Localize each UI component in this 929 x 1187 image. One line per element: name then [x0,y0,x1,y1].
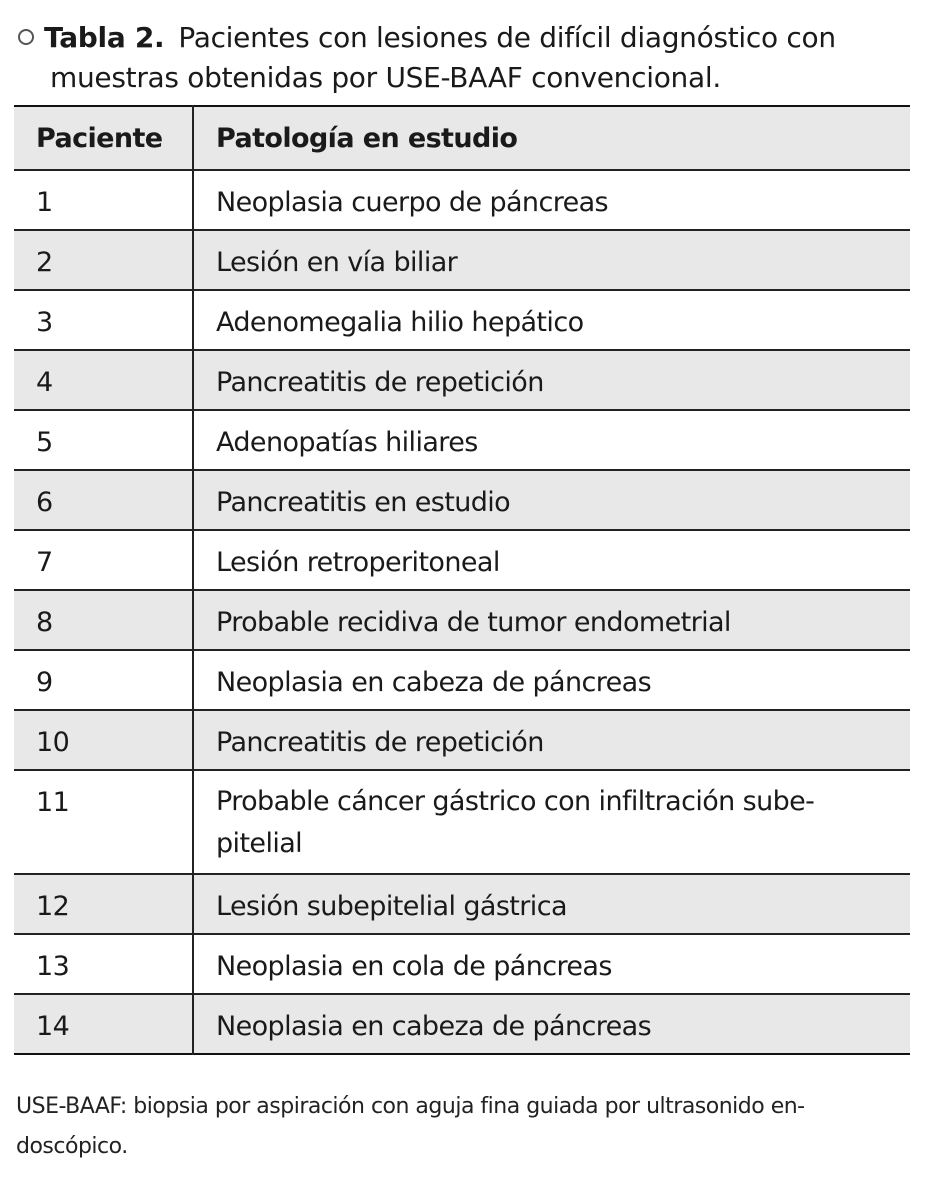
table-row [14,650,910,710]
cell-pathology: Lesión subepitelial gástrica [193,874,910,934]
table-row [14,770,910,874]
caption-label: Tabla 2. [44,21,165,54]
table-row [14,350,910,410]
patients-table-container [14,105,910,1055]
caption-text-line2: muestras obtenidas por USE-BAAF convencional. [50,61,721,94]
table-caption [18,18,913,98]
cell-patient-id: 12 [14,874,193,934]
cell-pathology: Neoplasia en cola de páncreas [193,934,910,994]
patients-table [14,105,910,1055]
cell-pathology: Lesión retroperitoneal [193,530,910,590]
cell-pathology: Probable recidiva de tumor endometrial [193,590,910,650]
cell-pathology: Neoplasia cuerpo de páncreas [193,170,910,230]
footnote-line1: USE-BAAF: biopsia por aspiración con aguja fina guiada por ultrasonido en- [16,1094,805,1119]
cell-patient-id: 14 [14,994,193,1054]
bullet-circle-icon [18,29,34,45]
table-row [14,470,910,530]
table-row [14,290,910,350]
cell-patient-id: 10 [14,710,193,770]
cell-patient-id: 3 [14,290,193,350]
cell-pathology: Pancreatitis de repetición [193,710,910,770]
header-paciente: Paciente [14,106,193,170]
cell-patient-id: 4 [14,350,193,410]
footnote-line2: doscópico. [16,1134,128,1159]
cell-patient-id: 5 [14,410,193,470]
table-row [14,934,910,994]
table-row [14,530,910,590]
cell-pathology: Lesión en vía biliar [193,230,910,290]
cell-pathology: Neoplasia en cabeza de páncreas [193,994,910,1054]
cell-patient-id: 11 [14,770,193,874]
table-row [14,230,910,290]
cell-patient-id: 13 [14,934,193,994]
cell-patient-id: 6 [14,470,193,530]
cell-pathology: Adenomegalia hilio hepático [193,290,910,350]
cell-patient-id: 7 [14,530,193,590]
table-header-row [14,106,910,170]
table-row [14,170,910,230]
cell-pathology: Probable cáncer gástrico con infiltración sube-pitelial [193,770,910,874]
header-patologia: Patología en estudio [193,106,910,170]
cell-patient-id: 8 [14,590,193,650]
table-row [14,410,910,470]
table-row [14,590,910,650]
cell-pathology: Pancreatitis de repetición [193,350,910,410]
cell-pathology: Neoplasia en cabeza de páncreas [193,650,910,710]
cell-pathology: Adenopatías hiliares [193,410,910,470]
cell-patient-id: 9 [14,650,193,710]
cell-patient-id: 2 [14,230,193,290]
cell-pathology: Pancreatitis en estudio [193,470,910,530]
table-row [14,710,910,770]
caption-text-line1: Pacientes con lesiones de difícil diagnóstico con [178,21,836,54]
table-footnote [16,1087,914,1167]
table-row [14,874,910,934]
cell-patient-id: 1 [14,170,193,230]
table-row [14,994,910,1054]
